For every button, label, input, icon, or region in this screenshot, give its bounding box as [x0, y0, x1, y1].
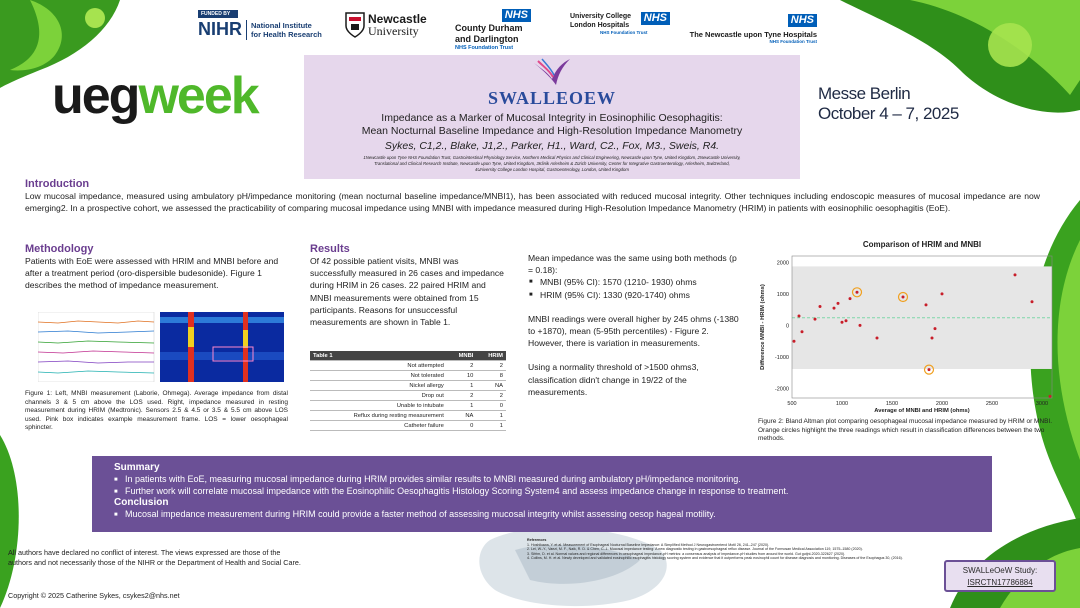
- data-point: [931, 337, 934, 340]
- introduction-heading: Introduction: [25, 178, 90, 190]
- table-row: Reflux during resting measurement NA 1: [310, 411, 506, 421]
- data-point: [837, 302, 840, 305]
- title-box: [304, 55, 800, 179]
- list-item: ■ MNBI (95% CI): 1570 (1210- 1930) ohms: [528, 276, 740, 288]
- data-point: [1031, 300, 1034, 303]
- data-point: [798, 314, 801, 317]
- table-header-cell: Table 1: [310, 351, 447, 361]
- results-text: Of 42 possible patient visits, MNBI was successfully measured in 26 cases and impedance during HRIM in 26 cases. 22 paired HRIM and MNBI measurements were obtained from 15 participants. Reasons for unsuccessful measurements are shown in Table 1.: [310, 256, 504, 328]
- table-1: [310, 351, 506, 431]
- summary-heading: Summary: [114, 462, 160, 473]
- x-tick-label: 1000: [835, 401, 849, 407]
- figure-1-image: [38, 312, 284, 382]
- bland-altman-chart: [752, 236, 1062, 416]
- crest-icon: [345, 12, 365, 38]
- table-row: Not tolerated 10 8: [310, 371, 506, 381]
- table-row: Not attempted 2 2: [310, 361, 506, 371]
- data-point: [856, 291, 859, 294]
- methodology-section: [25, 243, 288, 292]
- uclh-logo: University College London Hospitals NHS NHS Foundation Trust: [570, 12, 670, 35]
- event-venue-dates: Messe Berlin October 4 – 7, 2025: [818, 84, 959, 123]
- data-point: [902, 296, 905, 299]
- data-point: [859, 324, 862, 327]
- y-tick-label: -2000: [774, 386, 789, 393]
- list-item: ■ In patients with EoE, measuring mucosal impedance during HRIM provides similar results to MNBI measured during ambulatory pH/impedance monitoring.: [114, 473, 970, 485]
- x-tick-label: 2000: [935, 401, 949, 407]
- data-point: [819, 305, 822, 308]
- x-axis-label: Average of MNBI and HRIM (ohms): [874, 408, 970, 414]
- data-point: [1014, 273, 1017, 276]
- affiliations: 1Newcastle upon Tyne NHS Foundation Trust, Gastrointestinal Physiology Service, Northern Medical Physics and Clinical Engineering, Newcastle upon Tyne, United Kingdom, 2Newcastle University, Translational and Clinical Research Institute, Newcastle upon Tyne, United Kingdom, 3Klinik Arlesheim & Zürich University, Center for Integrative Gastroenterology, Arlesheim, Switzerland, 4University College London Hospital, Gastroenterology, London, United Kingdom: [363, 155, 741, 172]
- project-logo: SWALLEOEW: [487, 88, 617, 108]
- results-section: [310, 243, 506, 328]
- summary-list: [114, 473, 970, 497]
- references: References 1. Hoshikawa, Y. et al. Measurement of Esophageal Nocturnal Baseline Impedance: A Simplified Method J Neurogastroenterol Motil 26, 241–247 (2020). 2. Lei, W.-Y., Vaezi, M. F., Naik, R. D. & Chen, C.-L. Mucosal impedance testing: A new diagnostic testing in gastroesophageal reflux disease. Journal of the Formosan Medical Association 119, 1575–1580 (2020). 3. Sifrim, D. et al. Normal values and regional differences in oesophageal impedance-pH metrics: a consensus analysis of impedance-pH studies from around the world. Gut gutjnl-2020-322627 (2020). 4. Collins, M. H. et al. Newly developed and validated eosinophilic esophagitis histology scoring system and evidence that it outperforms peak eosinophil count for disease diagnosis and monitoring. Diseases of the Esophagus 30, (2016).: [527, 538, 942, 561]
- data-point: [833, 307, 836, 310]
- county-durham-logo: NHS County Durham and Darlington NHS Foundation Trust: [455, 5, 531, 51]
- methodology-heading: Methodology: [25, 243, 94, 255]
- conclusion-list: [114, 508, 970, 520]
- table-header-row: [310, 351, 506, 361]
- data-point: [1049, 395, 1052, 398]
- methodology-text: Patients with EoE were assessed with HRIM and MNBI before and after a treatment period (oro-dispersible budesonide). Figure 1 describes the method of impedance measurement.: [25, 256, 279, 291]
- data-point: [793, 340, 796, 343]
- mnbi-higher-text: MNBI readings were overall higher by 245 ohms (-1380 to +1870), mean (5-95th percentiles) - Figure 2. However, there is variation in measurements.: [528, 313, 739, 349]
- reference-item: 4. Collins, M. H. et al. Newly developed and validated eosinophilic esophagitis histology scoring system and evidence that it outperforms peak eosinophil count for disease diagnosis and monitoring. Diseases of the Esophagus 30, (2016).: [527, 556, 903, 561]
- study-id-link[interactable]: ISRCTN17786884: [967, 578, 1033, 587]
- newcastle-hospitals-logo: NHS The Newcastle upon Tyne Hospitals NHS Foundation Trust: [689, 14, 817, 44]
- data-point: [845, 319, 848, 322]
- table-header-cell: MNBI: [447, 351, 477, 361]
- disclaimer: All authors have declared no conflict of interest. The views expressed are those of the authors and not necessarily those of the NIHR or the Department of Health and Social Care.: [8, 548, 301, 567]
- reference-item: 2. Lei, W.-Y., Vaezi, M. F., Naik, R. D. & Chen, C.-L. Mucosal impedance testing: A new diagnostic testing in gastroesophageal reflux disease. Journal of the Formosan Medical Association 119, 1575–1580 (2020).: [527, 547, 863, 552]
- y-tick-label: -1000: [774, 354, 789, 361]
- table-header-cell: HRIM: [476, 351, 506, 361]
- nihr-logo: FUNDED BY NIHR National Institute for Health Research: [198, 11, 322, 39]
- x-tick-label: 500: [787, 401, 797, 407]
- x-tick-label: 1500: [885, 401, 899, 407]
- y-tick-label: 2000: [776, 260, 789, 267]
- results-column-2: [528, 252, 740, 398]
- introduction-text: Low mucosal impedance, measured using ambulatory pH/impedance monitoring (mean nocturnal baseline impedance/MNBI1), has been associated with reduced mucosal integrity. Other techniques including endoscopic measures of mucosal impedance are now emerging2. In a prospective cohort, we assessed the practicability of comparing mucosal impedance using MNBI with impedance measured during High-Resolution Impedance Manometry (HRIM) in patients with eosinophilic oesophagitis (EoE).: [25, 191, 1040, 214]
- normality-threshold-text: Using a normality threshold of >1500 ohms3, classification didn't change in 19/22 of the measurements.: [528, 362, 699, 397]
- data-point: [941, 292, 944, 295]
- list-item: ■ Further work will correlate mucosal impedance with the Eosinophilic Oesophagitis Histology Scoring System4 and assess impedance change in response to treatment.: [114, 485, 970, 497]
- figure-1-caption: Figure 1: Left, MNBI measurement (Laborie, Ohmega). Average impedance from distal channels 3 & 5 cm above the LOS used. Right, impedance measured in resting measurement during HRIM (Medtronic). Sensors 2.5 & 4.5 or 3.5 & 5.5 cm above LOS used. Pink box indicates example measurement frame. LOS = lower oesophageal sphincter.: [25, 390, 288, 432]
- y-tick-label: 1000: [776, 291, 789, 298]
- list-item: ■ Mucosal impedance measurement during HRIM could provide a faster method of assessing mucosal integrity whilst assessing oesop hageal motility.: [114, 508, 970, 520]
- table-row: Catheter failure 0 1: [310, 421, 506, 431]
- data-point: [928, 368, 931, 371]
- decorative-swirl-left: [0, 435, 30, 608]
- x-tick-label: 3000: [1035, 401, 1049, 407]
- data-point: [814, 318, 817, 321]
- introduction-section: [25, 178, 1040, 214]
- authors: Sykes, C1,2., Blake, J1,2., Parker, H1., Ward, C2., Fox, M3., Sweis, R4.: [384, 140, 720, 152]
- reference-item: 3. Sifrim, D. et al. Normal values and regional differences in oesophageal impedance-pH metrics: a consensus analysis of impedance-pH studies from around the world. Gut gutjnl-2020-322627 (2020).: [527, 551, 846, 556]
- x-tick-label: 2500: [985, 401, 999, 407]
- table-row: Drop out 2 2: [310, 391, 506, 401]
- study-registration-box: SWALLeOeW Study: ISRCTN17786884: [944, 560, 1056, 592]
- table-row: Nickel allergy 1 NA: [310, 381, 506, 391]
- y-tick-label: 0: [785, 323, 789, 330]
- conclusion-heading: Conclusion: [114, 497, 169, 508]
- copyright: Copyright © 2025 Catherine Sykes, csykes2@nhs.net: [8, 591, 180, 600]
- swallow-bird-icon: [532, 57, 572, 89]
- reference-item: 1. Hoshikawa, Y. et al. Measurement of Esophageal Nocturnal Baseline Impedance: A Simplified Method J Neurogastroenterol Motil 26, 241–247 (2020).: [527, 542, 770, 547]
- ueg-week-logo: uegweek: [52, 67, 258, 125]
- data-point: [876, 337, 879, 340]
- mean-impedance-text: Mean impedance was the same using both methods (p = 0.18):: [528, 253, 737, 276]
- data-point: [801, 330, 804, 333]
- data-point: [849, 297, 852, 300]
- table-row: Unable to intubate 1 0: [310, 401, 506, 411]
- list-item: ■ HRIM (95% CI): 1330 (920-1740) ohms: [528, 289, 740, 301]
- y-axis-label: Difference MNBI - HRIM (ohms): [760, 284, 766, 370]
- newcastle-university-logo: Newcastle University: [345, 12, 427, 38]
- chart-title: Comparison of HRIM and MNBI: [862, 240, 982, 249]
- data-point: [841, 321, 844, 324]
- data-point: [934, 327, 937, 330]
- poster-title: Impedance as a Marker of Mucosal Integrity in Eosinophilic Oesophagitis: Mean Nocturnal Baseline Impedance and High-Resolution Impedance Manometry: [361, 112, 743, 137]
- stomach-illustration: [470, 520, 680, 608]
- data-point: [925, 303, 928, 306]
- summary-box: [92, 456, 992, 532]
- results-bullets: [528, 276, 740, 300]
- figure-2-caption: Figure 2: Bland Altman plot comparing oesophageal mucosal impedance measured by HRIM or MNBI. Orange circles highlight the three readings which result in classification differences between the two methods.: [758, 418, 1053, 443]
- results-heading: Results: [310, 243, 350, 255]
